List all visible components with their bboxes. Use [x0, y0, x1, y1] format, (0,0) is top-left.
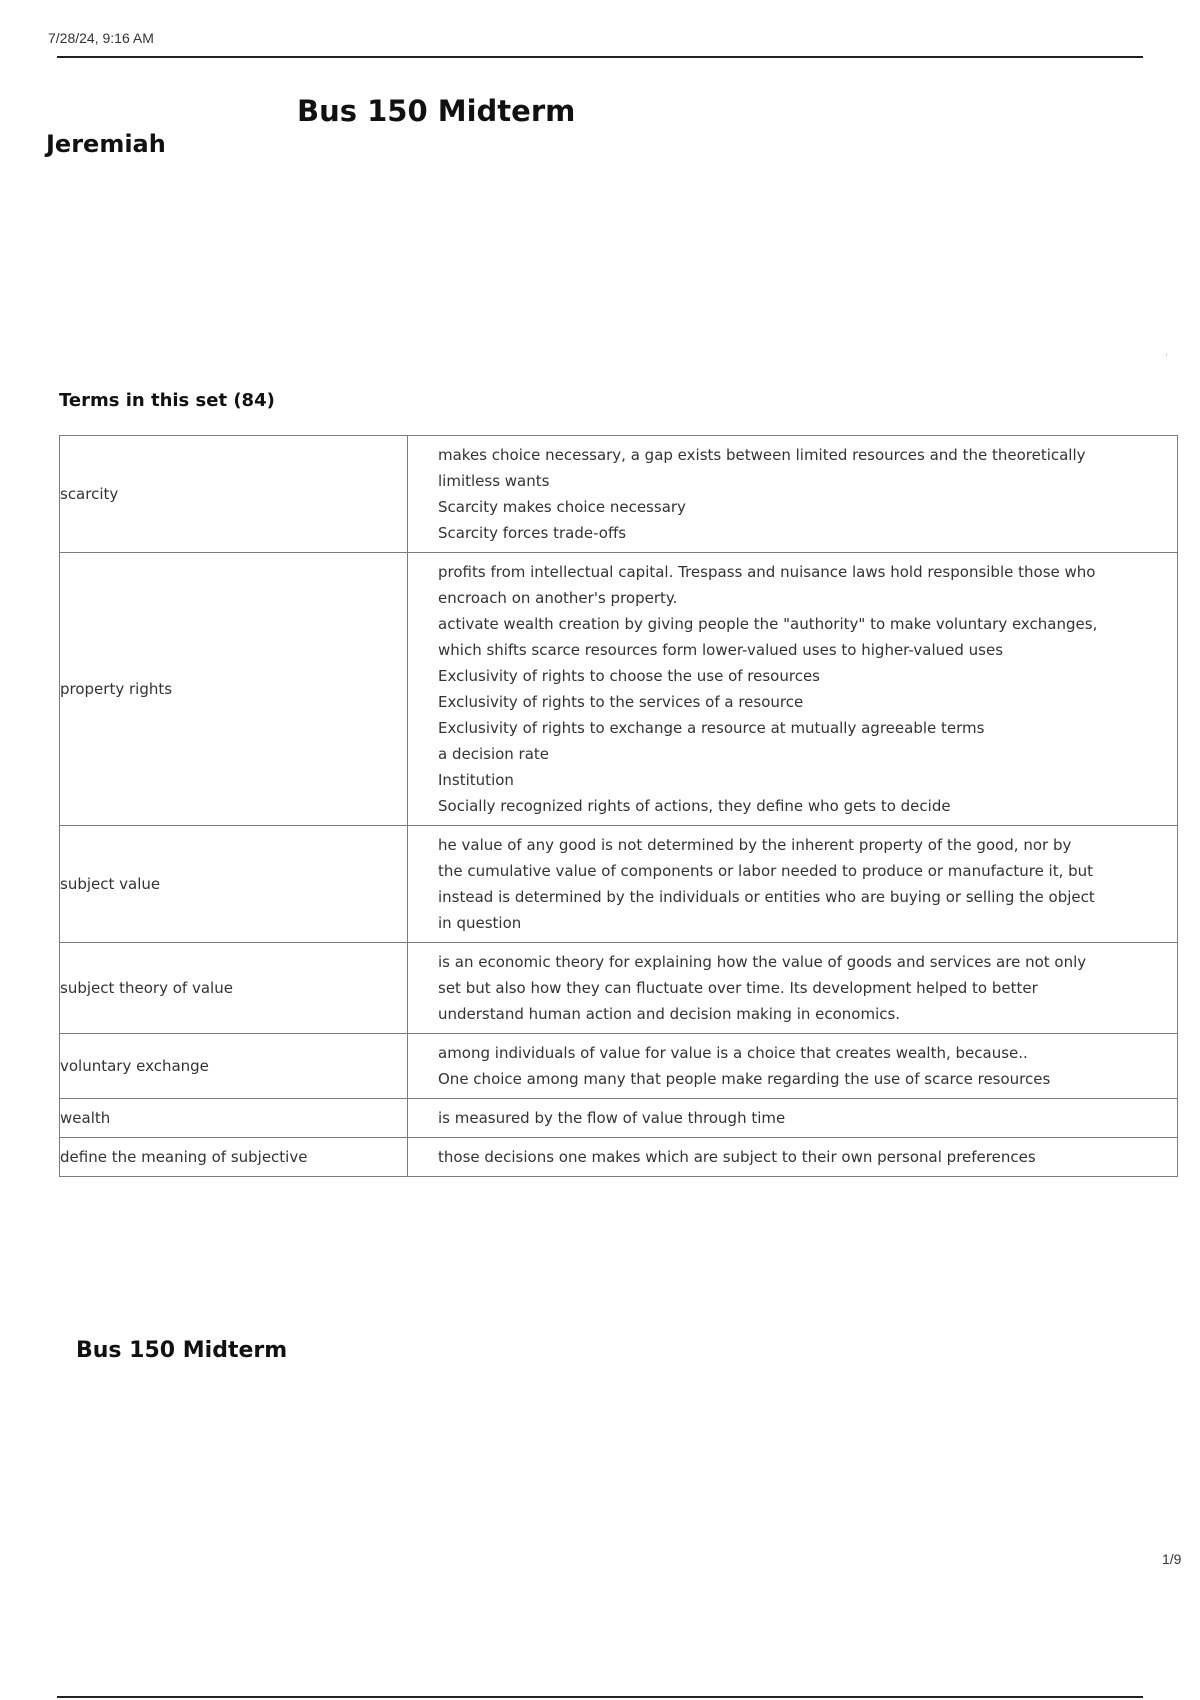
set-heading: Terms in this set (84): [59, 390, 275, 411]
definition-line: activate wealth creation by giving people the "authority" to make voluntary exchanges,: [438, 615, 1098, 633]
top-rule: [57, 56, 1143, 58]
term-cell: subject theory of value: [60, 943, 408, 1034]
term-cell: wealth: [60, 1099, 408, 1138]
definition-cell: [408, 553, 1178, 826]
definition-line: is an economic theory for explaining how the value of goods and services are not only: [438, 953, 1087, 971]
definition-cell: [408, 1034, 1178, 1099]
term-cell: define the meaning of subjective: [60, 1138, 408, 1177]
definition-line: those decisions one makes which are subject to their own personal preferences: [438, 1148, 1036, 1166]
definition-line: among individuals of value for value is a choice that creates wealth, because..: [438, 1044, 1028, 1062]
definition-line: Exclusivity of rights to exchange a resource at mutually agreeable terms: [438, 719, 985, 737]
term-row: [60, 1034, 1178, 1099]
definition-line: instead is determined by the individuals or entities who are buying or selling the object: [438, 888, 1095, 906]
print-timestamp: 7/28/24, 9:16 AM: [48, 30, 154, 46]
bottom-rule: [57, 1696, 1143, 1698]
definition-line: Exclusivity of rights to choose the use of resources: [438, 667, 820, 685]
footer-title: Bus 150 Midterm: [76, 1338, 288, 1363]
definition-line: profits from intellectual capital. Trespass and nuisance laws hold responsible those who: [438, 563, 1096, 581]
term-cell: voluntary exchange: [60, 1034, 408, 1099]
definition-line: Socially recognized rights of actions, they define who gets to decide: [438, 797, 951, 815]
term-row: [60, 826, 1178, 943]
scan-mark: ,: [1165, 348, 1168, 358]
definition-line: in question: [438, 914, 522, 932]
definition-line: understand human action and decision making in economics.: [438, 1005, 901, 1023]
definition-line: makes choice necessary, a gap exists between limited resources and the theoretically: [438, 446, 1086, 464]
term-cell: property rights: [60, 553, 408, 826]
terms-table-body: [60, 436, 1178, 1177]
author-name: Jeremiah: [46, 130, 166, 158]
definition-line: One choice among many that people make regarding the use of scarce resources: [438, 1070, 1051, 1088]
definition-cell: [408, 1099, 1178, 1138]
term-cell: scarcity: [60, 436, 408, 553]
definition-cell: [408, 826, 1178, 943]
definition-line: a decision rate: [438, 745, 550, 763]
terms-table: [59, 435, 1178, 1177]
page-number: 1/9: [1162, 1551, 1182, 1567]
definition-cell: [408, 1138, 1178, 1177]
definition-line: the cumulative value of components or labor needed to produce or manufacture it, but: [438, 862, 1094, 880]
definition-line: which shifts scarce resources form lower-valued uses to higher-valued uses: [438, 641, 1004, 659]
definition-line: Scarcity makes choice necessary: [438, 498, 686, 516]
term-cell: subject value: [60, 826, 408, 943]
definition-cell: [408, 436, 1178, 553]
term-row: [60, 943, 1178, 1034]
term-row: [60, 553, 1178, 826]
definition-line: Scarcity forces trade-offs: [438, 524, 627, 542]
definition-line: encroach on another's property.: [438, 589, 678, 607]
definition-line: is measured by the flow of value through time: [438, 1109, 786, 1127]
page-title: Bus 150 Midterm: [297, 94, 576, 128]
term-row: [60, 1099, 1178, 1138]
definition-line: Exclusivity of rights to the services of a resource: [438, 693, 804, 711]
definition-cell: [408, 943, 1178, 1034]
definition-line: set but also how they can fluctuate over time. Its development helped to better: [438, 979, 1038, 997]
term-row: [60, 1138, 1178, 1177]
definition-line: limitless wants: [438, 472, 550, 490]
definition-line: Institution: [438, 771, 514, 789]
definition-line: he value of any good is not determined by the inherent property of the good, nor by: [438, 836, 1072, 854]
term-row: [60, 436, 1178, 553]
